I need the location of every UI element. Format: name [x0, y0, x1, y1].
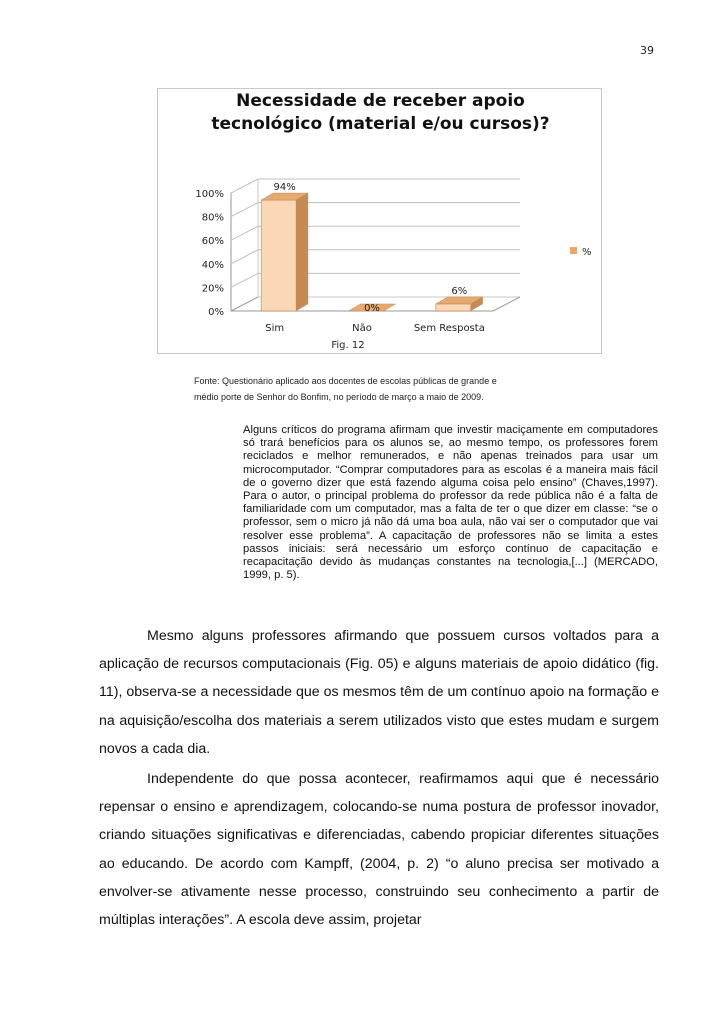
legend-label: % [582, 247, 592, 258]
data-label: 94% [273, 182, 296, 194]
y-tick-label: 100% [195, 189, 224, 200]
bar [261, 200, 296, 311]
y-tick-label: 0% [208, 307, 224, 318]
floor-left-edge [231, 297, 258, 311]
x-axis-label: Fig. 12 [331, 340, 365, 351]
legend-swatch [570, 247, 577, 254]
y-tick-label: 80% [201, 212, 224, 224]
gridline-diagonal [231, 273, 258, 287]
body-paragraph-2 [99, 765, 659, 934]
bar-chart [157, 88, 602, 354]
source-line-1: Fonte: Questionário aplicado aos docentes de escolas públicas de grande e [194, 376, 497, 386]
source-line-2: médio porte de Senhor do Bonfim, no período de março a maio de 2009. [194, 392, 484, 402]
page-number: 39 [640, 44, 654, 57]
body-paragraph-1 [99, 622, 659, 763]
y-tick-label: 40% [201, 259, 224, 271]
x-tick-label: Sem Resposta [413, 323, 485, 334]
gridline-diagonal [231, 226, 258, 240]
bar [436, 304, 471, 311]
data-label: 0% [364, 303, 380, 314]
paragraph-1-text: Mesmo alguns professores afirmando que possuem cursos voltados para a aplicação de recursos computacionais (Fig. 05) e alguns materiais de apoio didático (fig. 11), observa-se a necessidade que os mesmos têm de um contínuo apoio na formação e na aquisição/escolha dos materiais a serem utilizados visto que estes mudam e surgem novos a cada dia. [99, 628, 659, 757]
block-quote [243, 424, 658, 582]
x-tick-label: Não [352, 323, 372, 334]
bar-side [296, 193, 308, 311]
chart-title-line-1: Necessidade de receber apoio [236, 91, 525, 111]
x-tick-label: Sim [265, 323, 285, 334]
y-tick-label: 20% [201, 283, 224, 295]
chart-plot [158, 89, 603, 355]
quote-text: Alguns críticos do programa afirmam que investir maciçamente em computadores só trará benefícios para os alunos se, ao mesmo tempo, os professores forem reciclados e melhor remunerados, e não apenas treinados para usar um microcomputador. “Comprar computadores para as escolas é a maneira mais fácil de o governo dizer que está fazendo alguma coisa pelo ensino” (Chaves,1997). Para o autor, o principal problema do professor da rede pública não é a falta de familiaridade com um computador, mas a falta de ter o que dizer em classe: “se o professor, sem o micro já não dá uma boa aula, não vai ser o computador que vai resolver esse problema”. A capacitação de professores não se limita a estes passos iniciais: será necessário um esforço contínuo de capacitação e recapacitação devido às mudanças constantes na tecnologia,[...] (MERCADO, 1999, p. 5). [243, 424, 658, 582]
y-tick-label: 60% [201, 236, 224, 248]
gridline-diagonal [231, 179, 258, 193]
gridline-diagonal [231, 250, 258, 264]
gridline-diagonal [231, 203, 258, 217]
data-label: 6% [451, 285, 468, 297]
chart-title-line-2: tecnológico (material e/ou cursos)? [211, 114, 550, 134]
paragraph-2-text: Independente do que possa acontecer, reafirmamos aqui que é necessário repensar o ensino e aprendizagem, colocando-se numa postura de professor inovador, criando situações significativas e diferenciadas, cabendo propiciar diferentes situações ao educando. De acordo com Kampff, (2004, p. 2) “o aluno precisa ser motivado a envolver-se ativamente nesse processo, construindo seu conhecimento a partir de múltiplas interações”. A escola deve assim, projetar [99, 771, 659, 929]
floor-right-edge [493, 297, 520, 311]
